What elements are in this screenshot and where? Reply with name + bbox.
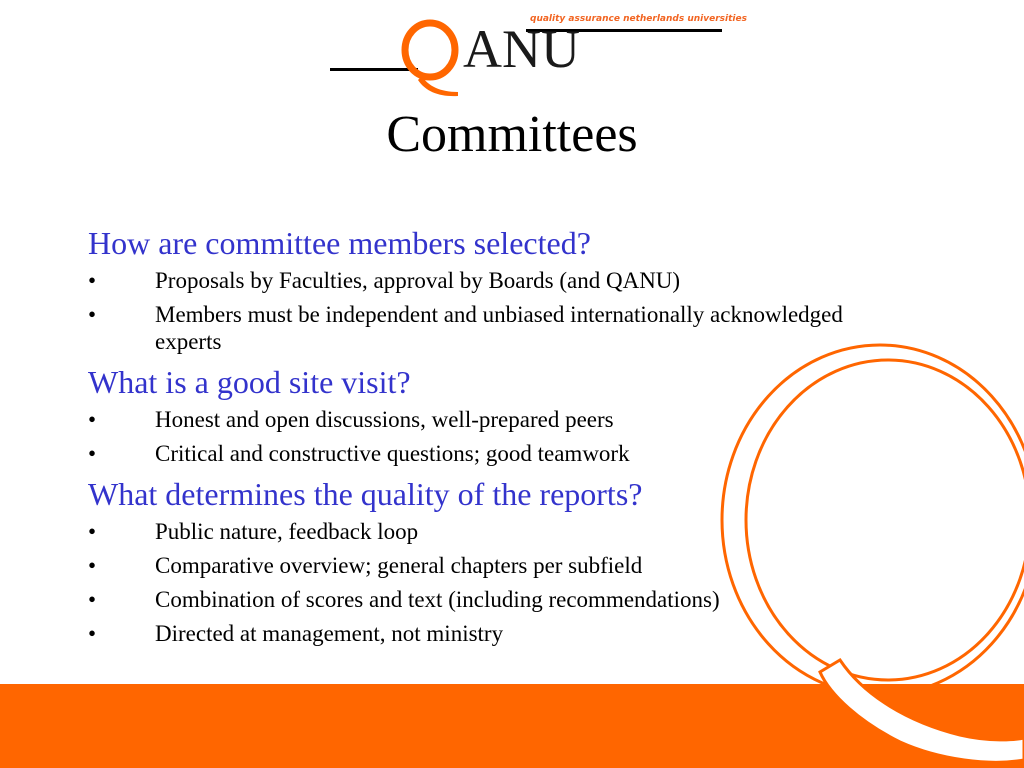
list-item-text: Comparative overview; general chapters per subfield [155,553,643,578]
bullet-icon: • [88,519,97,544]
list-item-text: Combination of scores and text (including recommendations) [155,587,720,612]
logo-wordmark: ANU [463,19,580,79]
qanu-logo [330,12,747,92]
logo-tagline: quality assurance netherlands universities [530,14,747,24]
list-item [88,267,888,294]
list-item [88,518,888,545]
list-item-text: Critical and constructive questions; good teamwork [155,441,630,466]
section-heading: What determines the quality of the reports? [88,476,643,512]
content-body [88,224,888,655]
bullet-icon: • [88,621,97,646]
list-item-text: Proposals by Faculties, approval by Boards (and QANU) [155,268,681,293]
list-item-text: Public nature, feedback loop [155,519,419,544]
list-item [88,586,888,613]
section-heading: What is a good site visit? [88,364,411,400]
bullet-list [88,406,888,467]
list-item [88,440,888,467]
bullet-icon: • [88,441,97,466]
bullet-list [88,518,888,647]
bullet-icon: • [88,302,97,327]
bullet-icon: • [88,587,97,612]
list-item-text: Members must be independent and unbiased internationally acknowledged experts [155,302,843,354]
bullet-list [88,267,888,355]
list-item [88,552,888,579]
bullet-icon: • [88,553,97,578]
bullet-icon: • [88,407,97,432]
list-item-text: Directed at management, not ministry [155,621,504,646]
section-heading: How are committee members selected? [88,225,591,261]
list-item [88,406,888,433]
footer-band [0,684,1024,768]
list-item-text: Honest and open discussions, well-prepared peers [155,407,614,432]
page-title: Committees [386,106,638,163]
bullet-icon: • [88,268,97,293]
logo-q-icon [400,18,470,98]
list-item [88,620,888,647]
list-item [88,301,888,355]
